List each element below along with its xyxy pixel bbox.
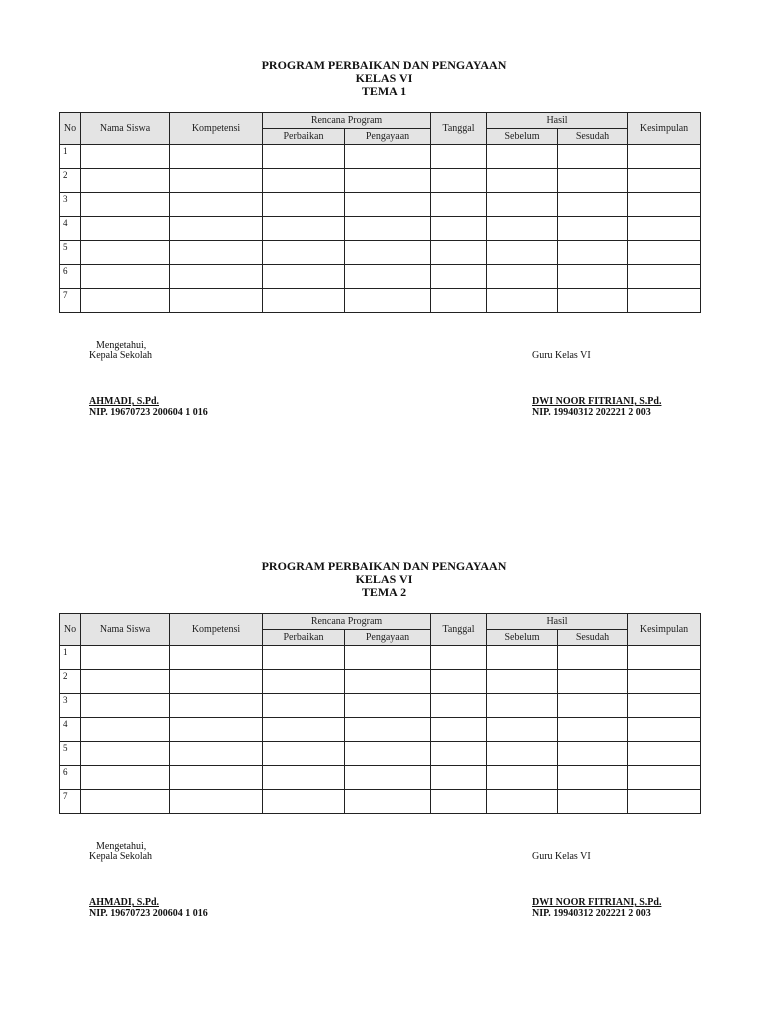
header-nama-siswa: Nama Siswa [81, 614, 170, 646]
header-rencana-program: Rencana Program [263, 113, 431, 129]
row-number: 6 [60, 766, 81, 790]
principal-label: Kepala Sekolah [89, 851, 153, 862]
table-row [60, 766, 701, 790]
table-row [60, 241, 701, 265]
header-hasil: Hasil [487, 113, 628, 129]
left-signature-role [89, 350, 152, 361]
header-kompetensi: Kompetensi [170, 113, 263, 145]
row-number: 7 [60, 289, 81, 313]
row-number: 4 [60, 718, 81, 742]
header-rencana-program: Rencana Program [263, 614, 431, 630]
left-signature-role [89, 851, 152, 862]
table-row [60, 193, 701, 217]
table-row [60, 217, 701, 241]
header-tanggal: Tanggal [431, 614, 487, 646]
header-pengayaan: Pengayaan [345, 630, 431, 646]
acknowledged-label: Mengetahui, [96, 841, 147, 852]
header-sesudah: Sesudah [558, 129, 628, 145]
title-line-2: KELAS VI [355, 572, 413, 586]
header-pengayaan: Pengayaan [345, 129, 431, 145]
row-number: 2 [60, 169, 81, 193]
teacher-name: DWI NOOR FITRIANI, S.Pd. [532, 396, 662, 407]
principal-nip: NIP. 19670723 200604 1 016 [89, 407, 208, 418]
table-row [60, 145, 701, 169]
table-row [60, 265, 701, 289]
right-signature-role [532, 851, 591, 862]
table-row [60, 646, 701, 670]
row-number: 5 [60, 241, 81, 265]
title-line-2: KELAS VI [355, 71, 413, 85]
header-kesimpulan: Kesimpulan [628, 113, 701, 145]
left-signature-block [89, 396, 208, 418]
row-number: 6 [60, 265, 81, 289]
row-number: 5 [60, 742, 81, 766]
header-sesudah: Sesudah [558, 630, 628, 646]
teacher-name: DWI NOOR FITRIANI, S.Pd. [532, 897, 662, 908]
principal-name: AHMADI, S.Pd. [89, 897, 160, 908]
header-perbaikan: Perbaikan [263, 129, 345, 145]
teacher-label: Guru Kelas VI [532, 851, 591, 862]
right-signature-block [532, 897, 661, 919]
principal-label: Kepala Sekolah [89, 350, 153, 361]
teacher-label: Guru Kelas VI [532, 350, 591, 361]
row-number: 2 [60, 670, 81, 694]
table-row [60, 718, 701, 742]
row-number: 1 [60, 646, 81, 670]
header-tanggal: Tanggal [431, 113, 487, 145]
table-row [60, 694, 701, 718]
acknowledged-label: Mengetahui, [96, 340, 147, 351]
principal-name: AHMADI, S.Pd. [89, 396, 160, 407]
table-row [60, 289, 701, 313]
title-line-3: TEMA 1 [361, 84, 407, 98]
header-nama-siswa: Nama Siswa [81, 113, 170, 145]
row-number: 4 [60, 217, 81, 241]
header-hasil: Hasil [487, 614, 628, 630]
header-sebelum: Sebelum [487, 630, 558, 646]
header-sebelum: Sebelum [487, 129, 558, 145]
title-line-1: PROGRAM PERBAIKAN DAN PENGAYAAN [261, 559, 507, 573]
table-row [60, 670, 701, 694]
principal-nip: NIP. 19670723 200604 1 016 [89, 908, 208, 919]
row-number: 7 [60, 790, 81, 814]
page-title [0, 560, 768, 599]
header-perbaikan: Perbaikan [263, 630, 345, 646]
header-no: No [60, 614, 81, 646]
title-line-1: PROGRAM PERBAIKAN DAN PENGAYAAN [261, 58, 507, 72]
remedial-table [59, 613, 701, 814]
right-signature-role [532, 350, 591, 361]
teacher-nip: NIP. 19940312 202221 2 003 [532, 407, 651, 418]
row-number: 3 [60, 694, 81, 718]
header-kesimpulan: Kesimpulan [628, 614, 701, 646]
header-kompetensi: Kompetensi [170, 614, 263, 646]
teacher-nip: NIP. 19940312 202221 2 003 [532, 908, 651, 919]
right-signature-block [532, 396, 661, 418]
table-row [60, 169, 701, 193]
title-line-3: TEMA 2 [361, 585, 407, 599]
table-row [60, 790, 701, 814]
remedial-table [59, 112, 701, 313]
left-signature-block [89, 897, 208, 919]
header-no: No [60, 113, 81, 145]
page-title [0, 59, 768, 98]
row-number: 1 [60, 145, 81, 169]
row-number: 3 [60, 193, 81, 217]
table-row [60, 742, 701, 766]
